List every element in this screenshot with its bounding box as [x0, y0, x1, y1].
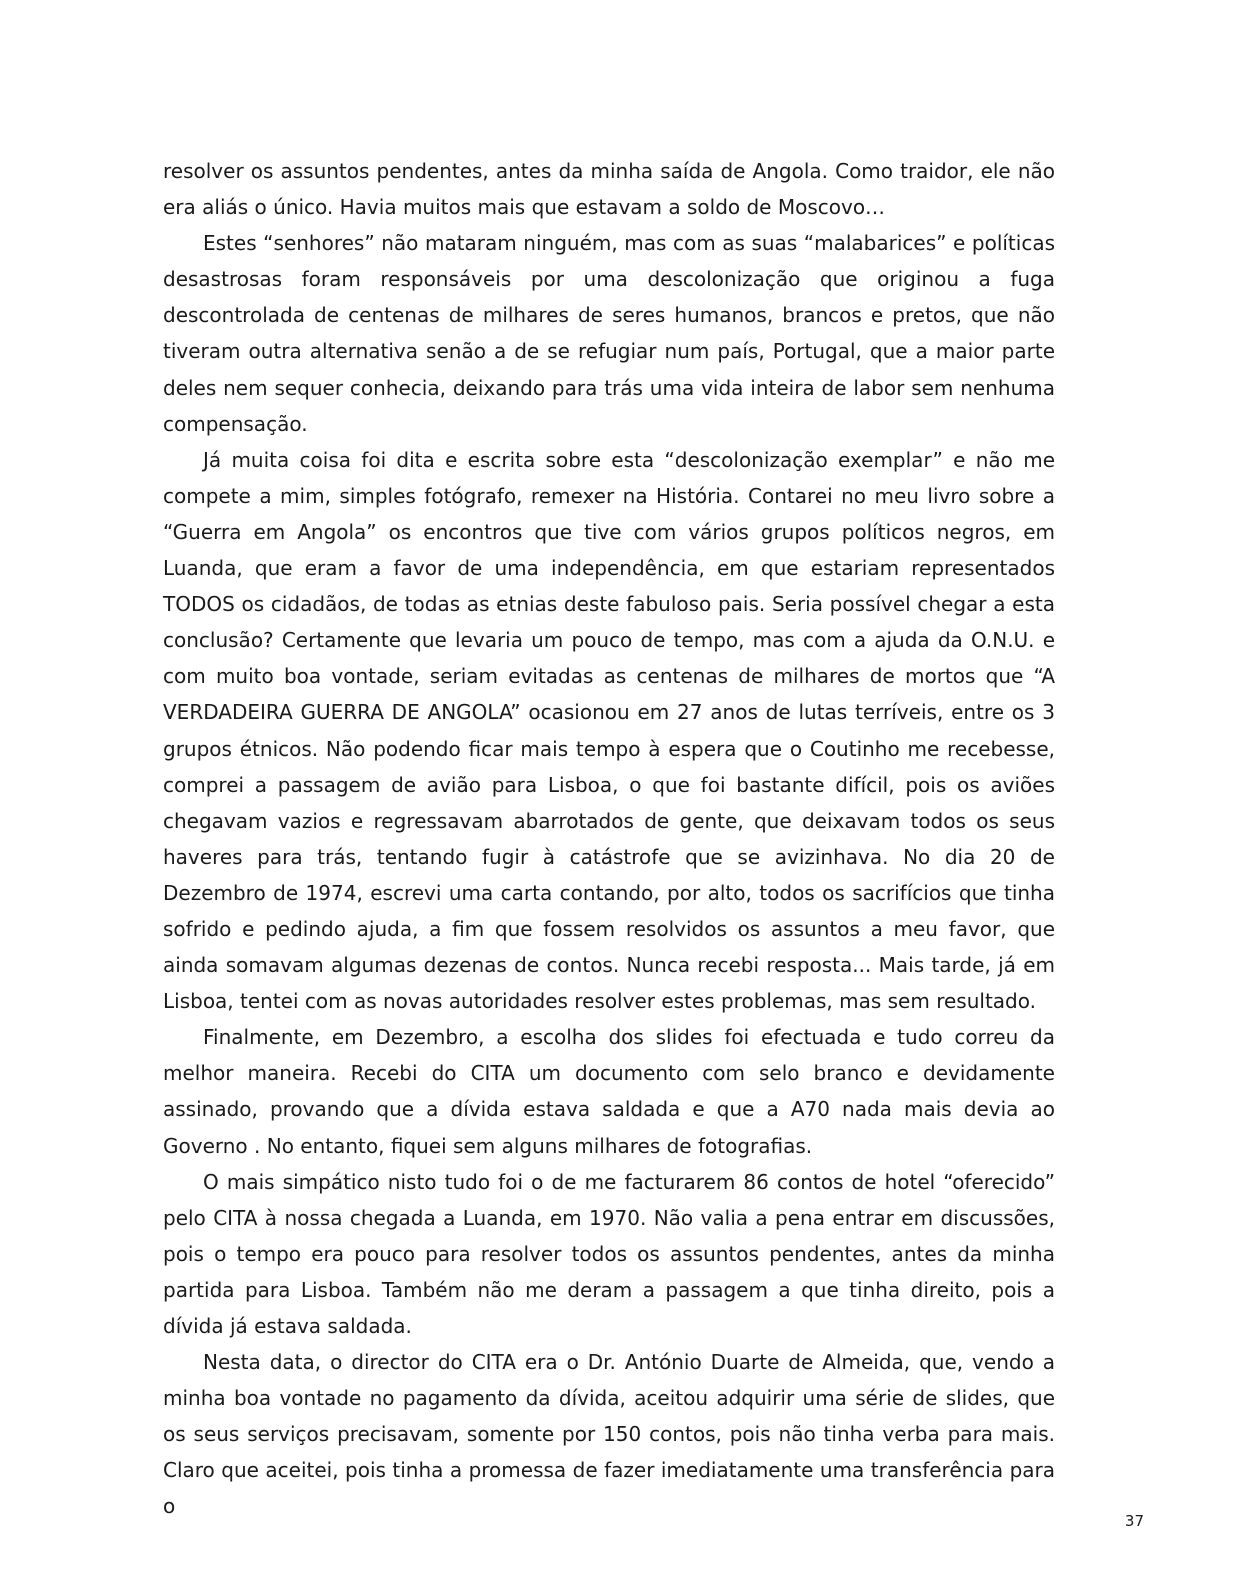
paragraph: Estes “senhores” não mataram ninguém, mas com as suas “malabarices” e políticas desastrosas foram responsáveis por uma descolonização que originou a fuga descontrolada de centenas de milhares de seres humanos, brancos e pretos, que não tiveram outra alternativa senão a de se refugiar num país, Portugal, que a maior parte deles nem sequer conhecia, deixando para trás uma vida inteira de labor sem nenhuma compensação. — [163, 231, 1055, 436]
paragraph: Já muita coisa foi dita e escrita sobre esta “descolonização exemplar” e não me compete a mim, simples fotógrafo, remexer na História. Contarei no meu livro sobre a “Guerra em Angola” os encontros que tive com vários grupos políticos negros, em Luanda, que eram a favor de uma independência, em que estariam representados TODOS os cidadãos, de todas as etnias deste fabuloso pais. Seria possível chegar a esta conclusão? Certamente que levaria um pouco de tempo, mas com a ajuda da O.N.U. e com muito boa vontade, seriam evitadas as centenas de milhares de mortos que “A VERDADEIRA GUERRA DE ANGOLA” ocasionou em 27 anos de lutas terríveis, entre os 3 grupos étnicos. Não podendo ficar mais tempo à espera que o Coutinho me recebesse, comprei a passagem de avião para Lisboa, o que foi bastante difícil, pois os aviões chegavam vazios e regressavam abarrotados de gente, que deixavam todos os seus haveres para trás, tentando fugir à catástrofe que se avizinhava. No dia 20 de Dezembro de 1974, escrevi uma carta contando, por alto, todos os sacrifícios que tinha sofrido e pedindo ajuda, a fim que fossem resolvidos os assuntos a meu favor, que ainda somavam algumas dezenas de contos. Nunca recebi resposta... Mais tarde, já em Lisboa, tentei com as novas autoridades resolver estes problemas, mas sem resultado. — [163, 447, 1055, 1014]
paragraph-continuation: resolver os assuntos pendentes, antes da minha saída de Angola. Como traidor, ele não era aliás o único. Havia muitos mais que estavam a soldo de Moscovo… — [163, 159, 1055, 220]
paragraph: O mais simpático nisto tudo foi o de me facturarem 86 contos de hotel “oferecido” pelo CITA à nossa chegada a Luanda, em 1970. Não valia a pena entrar em discussões, pois o tempo era pouco para resolver todos os assuntos pendentes, antes da minha partida para Lisboa. Também não me deram a passagem a que tinha direito, pois a dívida já estava saldada. — [163, 1169, 1055, 1338]
body-text — [163, 153, 1055, 1525]
paragraph: Nesta data, o director do CITA era o Dr. António Duarte de Almeida, que, vendo a minha boa vontade no pagamento da dívida, aceitou adquirir uma série de slides, que os seus serviços precisavam, somente por 150 contos, pois não tinha verba para mais. Claro que aceitei, pois tinha a promessa de fazer imediatamente uma transferência para o — [163, 1350, 1055, 1519]
page-number: 37 — [1124, 1512, 1144, 1530]
paragraph: Finalmente, em Dezembro, a escolha dos slides foi efectuada e tudo correu da melhor maneira. Recebi do CITA um documento com selo branco e devidamente assinado, provando que a dívida estava saldada e que a A70 nada mais devia ao Governo . No entanto, fiquei sem alguns milhares de fotografias. — [163, 1025, 1055, 1158]
